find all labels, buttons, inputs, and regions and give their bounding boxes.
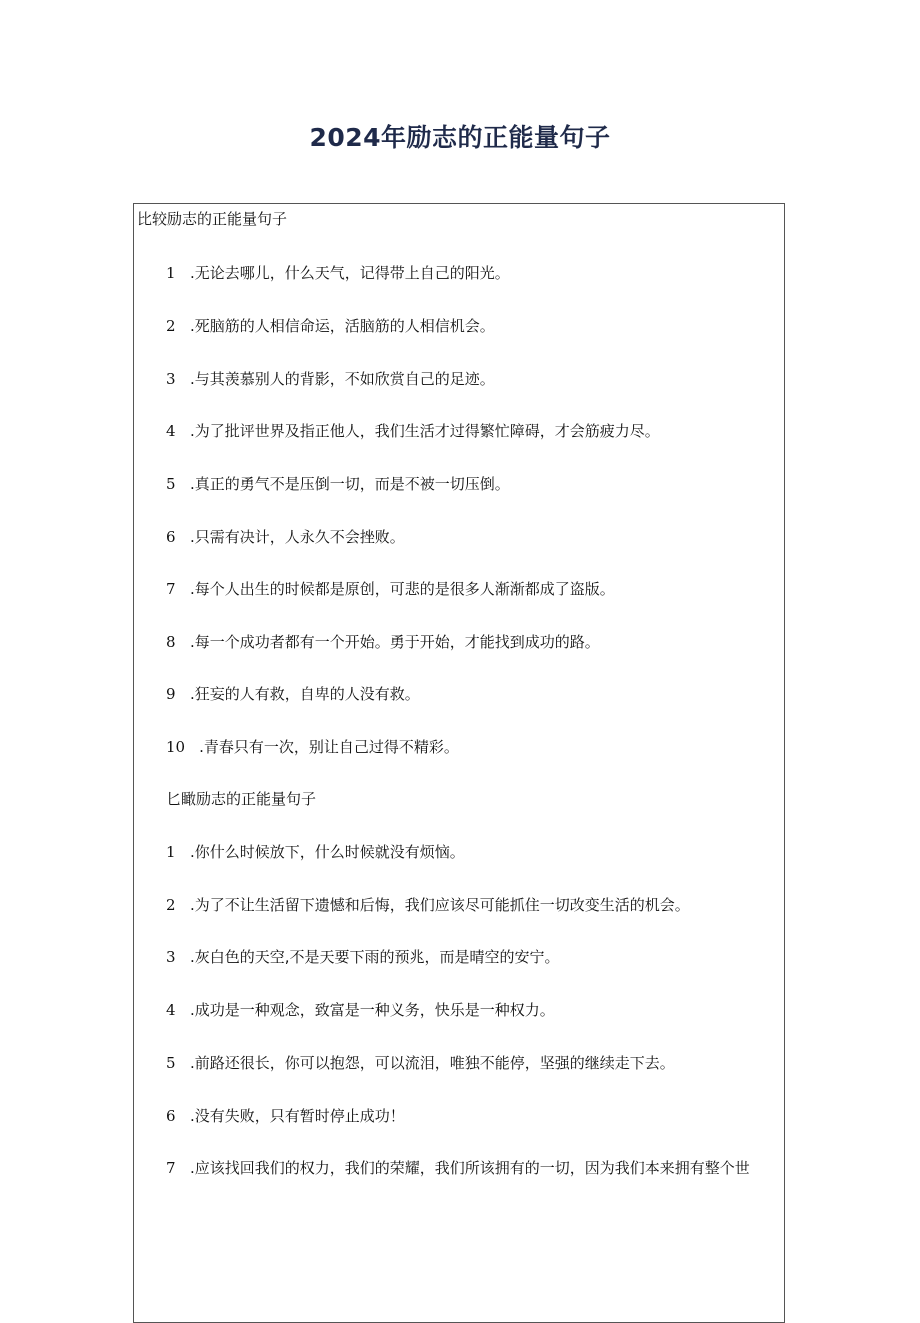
item-text: .你什么时候放下，什么时候就没有烦恼。: [190, 843, 465, 861]
item-text: .前路还很长，你可以抱怨，可以流泪，唯独不能停，坚强的继续走下去。: [190, 1054, 675, 1072]
item-number: 5: [166, 475, 176, 493]
item-number: 6: [166, 1107, 176, 1125]
item-text: .没有失败，只有暂时停止成功！: [190, 1107, 405, 1125]
item-text: .为了批评世界及指正他人，我们生活才过得繁忙障碍，才会筋疲力尽。: [190, 422, 660, 440]
item-number: 7: [166, 1159, 176, 1177]
item-number: 2: [166, 317, 176, 335]
item-number: 4: [166, 422, 176, 440]
item-text: .死脑筋的人相信命运，活脑筋的人相信机会。: [190, 317, 495, 335]
item-text: .青春只有一次，别让自己过得不精彩。: [199, 738, 459, 756]
list-item: [166, 947, 560, 967]
list-item: [166, 1053, 675, 1073]
list-item: [166, 263, 510, 283]
item-text: .真正的勇气不是压倒一切，而是不被一切压倒。: [190, 475, 510, 493]
item-number: 10: [166, 738, 186, 756]
list-item: [166, 895, 690, 915]
item-number: 1: [166, 264, 176, 282]
item-number: 8: [166, 633, 176, 651]
item-number: 1: [166, 843, 176, 861]
section-heading-2: 匕瞰励志的正能量句子: [166, 790, 317, 808]
list-item: [166, 737, 459, 757]
list-item: [166, 369, 495, 389]
item-number: 3: [166, 948, 176, 966]
item-text: .每一个成功者都有一个开始。勇于开始，才能找到成功的路。: [190, 633, 600, 651]
list-item: [166, 474, 510, 494]
list-item: [166, 316, 495, 336]
item-text: .与其羡慕别人的背影，不如欣赏自己的足迹。: [190, 370, 495, 388]
item-text: .成功是一种观念，致富是一种义务，快乐是一种权力。: [190, 1001, 555, 1019]
item-number: 3: [166, 370, 176, 388]
list-item: [166, 632, 600, 652]
item-text: .无论去哪儿，什么天气，记得带上自己的阳光。: [190, 264, 510, 282]
list-item: [166, 1000, 555, 1020]
item-text: .只需有决计，人永久不会挫败。: [190, 528, 405, 546]
section-heading-1: 比较励志的正能量句子: [137, 210, 288, 228]
item-number: 7: [166, 580, 176, 598]
list-item: [166, 842, 465, 862]
list-item: [166, 684, 420, 704]
list-item: [166, 527, 405, 547]
item-text: .应该找回我们的权力，我们的荣耀，我们所该拥有的一切，因为我们本来拥有整个世: [190, 1159, 750, 1177]
item-text: .灰白色的天空,不是天要下雨的预兆，而是晴空的安宁。: [190, 948, 560, 966]
list-item: [166, 1158, 750, 1178]
item-number: 6: [166, 528, 176, 546]
item-number: 5: [166, 1054, 176, 1072]
list-item: [166, 1106, 405, 1126]
item-number: 2: [166, 896, 176, 914]
item-number: 9: [166, 685, 176, 703]
item-number: 4: [166, 1001, 176, 1019]
item-text: .每个人出生的时候都是原创，可悲的是很多人渐渐都成了盗版。: [190, 580, 615, 598]
list-item: [166, 421, 660, 441]
page-title: 2024年励志的正能量句子: [309, 123, 611, 152]
list-item: [166, 579, 615, 599]
item-text: .为了不让生活留下遗憾和后悔，我们应该尽可能抓住一切改变生活的机会。: [190, 896, 690, 914]
item-text: .狂妄的人有救，自卑的人没有救。: [190, 685, 420, 703]
